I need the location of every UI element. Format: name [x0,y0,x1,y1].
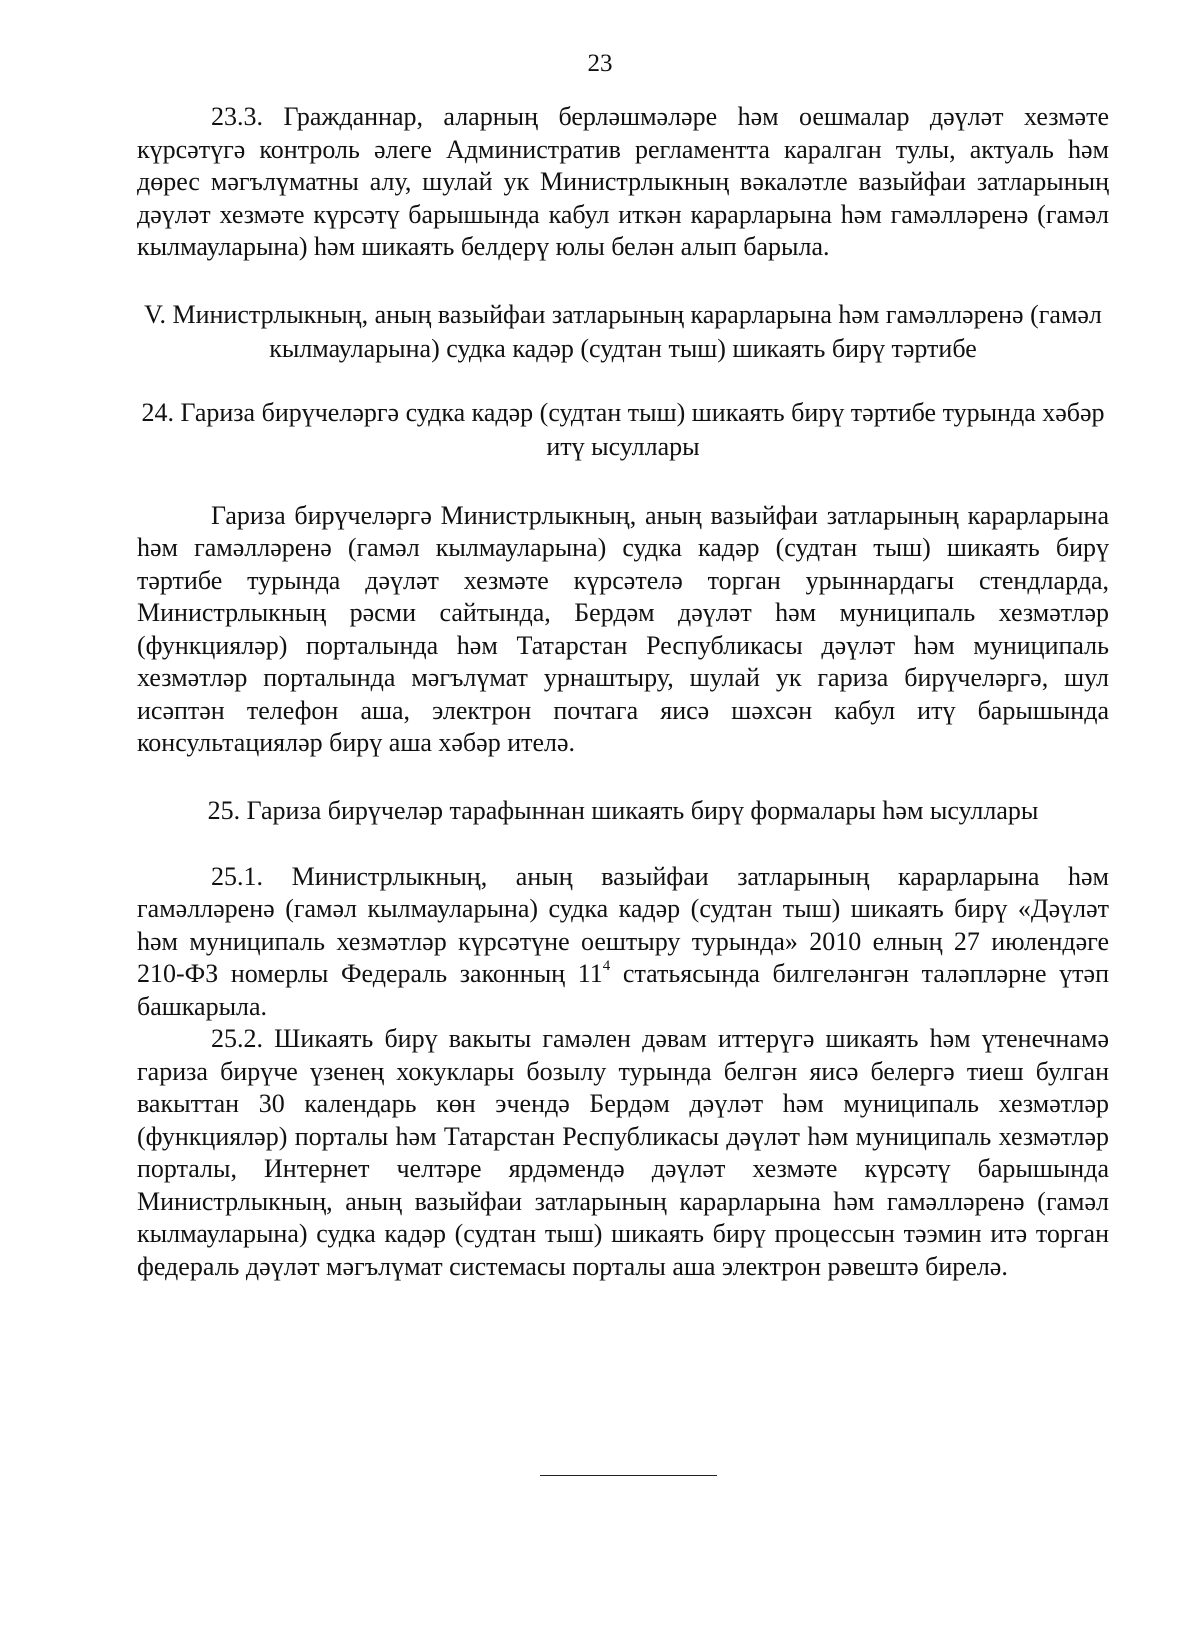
document-body [137,101,1109,1283]
paragraph-23-3: 23.3. Гражданнар, аларның берләшмәләре һәм оешмалар дәүләт хезмәте күрсәтүгә контроль әлеге Административ регламентта каралган тулы, актуаль һәм дөрес мәгълүматны алу, шулай ук Министрлыкның вәкаләтле вазыйфаи затларының дәүләт хезмәте күрсәтү барышында кабул иткән карарларына һәм гамәлләренә (гамәл кылмауларына) һәм шикаять белдерү юлы белән алып барыла. [137,102,1109,261]
superscript-4: 4 [602,958,611,974]
heading-24: 24. Гариза бирүчеләргә судка кадәр (судтан тыш) шикаять бирү тәртибе турында хәбәр итү ысуллары [141,397,1105,461]
end-separator-line [540,1475,717,1476]
paragraph-25-1 [137,861,1109,1024]
page-number: 23 [587,50,613,77]
paragraph-24: Гариза бирүчеләргә Министрлыкның, аның вазыйфаи затларының карарларына һәм гамәлләренә (гамәл кылмауларына) судка кадәр (судтан тыш) шикаять бирү тәртибе турында дәүләт хезмәте күрсәтелә торган урыннардагы стендларда, Министрлыкның рәсми сайтында, Бердәм дәүләт һәм муниципаль хезмәтләр (функцияләр) порталында һәм Татарстан Республикасы дәүләт һәм муниципаль хезмәтләр порталында мәгълүмат урнаштыру, шулай ук гариза бирүчеләргә, шул исәптән телефон аша, электрон почтага яисә шәхсән кабул итү барышында консультацияләр бирү аша хәбәр ителә. [137,500,1109,757]
paragraph-25-1-text: 25.1. Министрлыкның, аның вазыйфаи затларының карарларына һәм гамәлләренә (гамәл кылмауларына) судка кадәр (судтан тыш) шикаять бирү «Дәүләт һәм муниципаль хезмәтләр күрсәтүне оештыру турында» 2010 елның 27 июлендәге 210-ФЗ номерлы Федераль законның 11 [137,861,1109,988]
paragraph-25-1-text-end: статьясында билгеләнгән таләпләрне үтәп башкарыла. [137,959,1109,1021]
section-v-heading: V. Министрлыкның, аның вазыйфаи затларының карарларына һәм гамәлләренә (гамәл кылмауларына) судка кадәр (судтан тыш) шикаять бирү тәртибе [144,299,1102,363]
heading-25: 25. Гариза бирүчеләр тарафыннан шикаять бирү формалары һәм ысуллары [207,795,1039,825]
paragraph-25-2: 25.2. Шикаять бирү вакыты гамәлен дәвам иттерүгә шикаять һәм үтенечнамә гариза бирүче үзенең хокуклары бозылу турында белгән яисә белергә тиеш булган вакыттан 30 календарь көн эчендә Бердәм дәүләт һәм муниципаль хезмәтләр (функцияләр) порталы һәм Татарстан Республикасы дәүләт һәм муниципаль хезмәтләр порталы, Интернет челтәре ярдәмендә дәүләт хезмәте күрсәтү барышында Министрлыкның, аның вазыйфаи затларының карарларына һәм гамәлләренә (гамәл кылмауларына) судка кадәр (судтан тыш) шикаять бирү процессын тәэмин итә торган федераль дәүләт мәгълүмат системасы порталы аша электрон рәвештә бирелә. [137,1024,1109,1281]
